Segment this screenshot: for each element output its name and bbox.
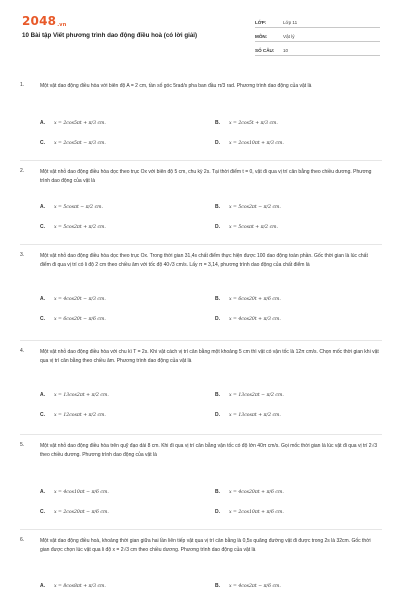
- option-letter: A.: [40, 120, 45, 126]
- option-letter: C.: [40, 140, 45, 146]
- option-value: x = 4cos2πt − π/6 cm.: [229, 584, 281, 589]
- page-title: 10 Bài tập Viết phương trình dao động điều hoà (có lời giải): [22, 32, 198, 39]
- option-value: x = 6cos20t − π/6 cm.: [54, 317, 106, 322]
- meta-row-subject: [255, 28, 380, 42]
- question-1: [20, 82, 382, 152]
- question-number: 1.: [20, 82, 25, 88]
- option-letter: B.: [215, 120, 220, 126]
- option-letter: A.: [40, 489, 45, 495]
- option-letter: C.: [40, 316, 45, 322]
- option-value: x = 2cos5πt + π/3 cm.: [54, 121, 106, 126]
- question-number: 3.: [20, 252, 25, 258]
- option-a[interactable]: [40, 392, 109, 398]
- question-divider: [20, 434, 382, 435]
- option-b[interactable]: [215, 392, 284, 398]
- option-letter: A.: [40, 296, 45, 302]
- meta-value: Lớp 11: [283, 20, 298, 25]
- question-divider: [20, 244, 382, 245]
- site-logo[interactable]: [22, 14, 66, 28]
- question-number: 6.: [20, 537, 25, 543]
- option-value: x = 2cos10πt + π/6 cm.: [229, 510, 284, 515]
- option-a[interactable]: [40, 120, 106, 126]
- option-value: x = 2cos5πt − π/3 cm.: [54, 141, 106, 146]
- option-value: x = 2cos5t + π/3 cm.: [229, 121, 278, 126]
- meta-value: 10: [283, 48, 289, 53]
- option-d[interactable]: [215, 412, 281, 418]
- option-letter: D.: [215, 412, 220, 418]
- logo-text: 2048: [22, 14, 57, 28]
- meta-label: LỚP:: [255, 20, 267, 25]
- option-d[interactable]: [215, 316, 281, 322]
- question-divider: [20, 160, 382, 161]
- option-c[interactable]: [40, 509, 109, 515]
- option-value: x = 4cos20t − π/3 cm.: [54, 297, 106, 302]
- option-c[interactable]: [40, 224, 106, 230]
- option-value: x = 8cos8πt + π/3 cm.: [54, 584, 106, 589]
- question-divider: [20, 340, 382, 341]
- option-b[interactable]: [215, 204, 281, 210]
- option-value: x = 2cos20πt − π/6 cm.: [54, 510, 109, 515]
- option-letter: D.: [215, 316, 220, 322]
- option-letter: A.: [40, 392, 45, 398]
- option-letter: D.: [215, 140, 220, 146]
- meta-label: SỐ CÂU:: [255, 48, 275, 53]
- meta-info: [255, 14, 380, 56]
- question-3: [20, 252, 382, 332]
- option-value: x = 4cos20πt + π/6 cm.: [229, 490, 284, 495]
- meta-row-count: [255, 42, 380, 56]
- option-a[interactable]: [40, 204, 103, 210]
- option-value: x = 13cos2πt + π/2 cm.: [54, 393, 109, 398]
- question-text: Một vật nhỏ dao động điều hòa dọc theo trục Ox với biên độ 5 cm, chu kỳ 2s. Tại thời điểm t = 0, vật đi qua vị trí cân bằng theo chiều dương. Phương trình dao động của vật là: [40, 169, 372, 184]
- question-4: [20, 348, 382, 428]
- option-value: x = 4cos20t + π/3 cm.: [229, 317, 281, 322]
- option-value: x = 5cosπt + π/2 cm.: [229, 225, 278, 230]
- option-c[interactable]: [40, 140, 106, 146]
- option-letter: C.: [40, 509, 45, 515]
- option-d[interactable]: [215, 140, 284, 146]
- option-letter: B.: [215, 583, 220, 589]
- question-text: Một vật dao động điều hòa với biên độ A = 2 cm, tần số góc 5rad/s pha ban đầu π/3 rad. Phương trình dao động của vật là: [40, 83, 312, 89]
- option-b[interactable]: [215, 583, 281, 589]
- option-value: x = 12cosπt + π/2 cm.: [54, 413, 106, 418]
- option-b[interactable]: [215, 489, 284, 495]
- option-a[interactable]: [40, 583, 106, 589]
- option-a[interactable]: [40, 489, 109, 495]
- option-value: x = 5cos2πt − π/2 cm.: [229, 205, 281, 210]
- option-value: x = 5cosπt − π/2 cm.: [54, 205, 103, 210]
- option-d[interactable]: [215, 509, 284, 515]
- question-text: Một vật nhỏ dao động điều hòa dọc theo trục Ox. Trong thời gian 31,4s chất điểm thực hiện được 100 dao động toàn phần. Gốc thời gian là lúc chất điểm đi qua vị trí có li độ 2 cm theo chiều âm với tốc độ 40√3 cm/s. Lấy π = 3,14, phương trình dao động của chất điểm là: [40, 253, 368, 268]
- option-value: x = 13cosπt + π/2 cm.: [229, 413, 281, 418]
- option-letter: D.: [215, 509, 220, 515]
- option-letter: B.: [215, 489, 220, 495]
- question-text: Một vật nhỏ dao động điều hòa với chu kì T = 2s. Khi vật cách vị trí cân bằng một khoảng 5 cm thì vật có vận tốc là 12π cm/s. Chọn mốc thời gian khi vật qua vị trí cân bằng theo chiều âm. Phương trình dao động của vật là: [40, 349, 379, 364]
- option-letter: D.: [215, 224, 220, 230]
- option-d[interactable]: [215, 224, 278, 230]
- document-header: [0, 0, 400, 66]
- question-divider: [20, 529, 382, 530]
- question-text: Một vật nhỏ dao động điều hòa trên quỹ đạo dài 8 cm. Khi đi qua vị trí cân bằng vận tốc có độ lớn 40π cm/s. Gọi mốc thời gian là lúc vật đi qua vị trí 2√3 theo chiều dương. Phương trình dao động của vật là: [40, 443, 378, 458]
- option-letter: B.: [215, 296, 220, 302]
- option-value: x = 5cos2πt + π/2 cm.: [54, 225, 106, 230]
- question-5: [20, 442, 382, 522]
- question-2: [20, 168, 382, 238]
- option-value: x = 4cos10πt − π/6 cm.: [54, 490, 109, 495]
- option-a[interactable]: [40, 296, 106, 302]
- meta-label: MÔN:: [255, 34, 268, 39]
- option-letter: A.: [40, 583, 45, 589]
- option-letter: A.: [40, 204, 45, 210]
- option-letter: B.: [215, 392, 220, 398]
- option-value: x = 13cos2πt − π/2 cm.: [229, 393, 284, 398]
- question-6: [20, 537, 382, 597]
- option-letter: B.: [215, 204, 220, 210]
- option-c[interactable]: [40, 316, 106, 322]
- question-text: Một vật dao động điều hoà, khoảng thời gian giữa hai lần liên tiếp vật qua vị trí cân bằng là 0,5s quãng đường vật đi được trong 2s là 32cm. Gốc thời gian được chọn lúc vật qua li độ x = 2√3 cm theo chiều dương. Phương trình dao động của vật là: [40, 538, 371, 553]
- question-number: 5.: [20, 442, 25, 448]
- option-c[interactable]: [40, 412, 106, 418]
- option-b[interactable]: [215, 120, 278, 126]
- question-number: 2.: [20, 168, 25, 174]
- option-letter: C.: [40, 412, 45, 418]
- option-value: x = 2cos10πt + π/3 cm.: [229, 141, 284, 146]
- logo-suffix: .vn: [57, 22, 67, 28]
- meta-row-class: [255, 14, 380, 28]
- question-number: 4.: [20, 348, 25, 354]
- option-value: x = 6cos20t + π/6 cm.: [229, 297, 281, 302]
- option-b[interactable]: [215, 296, 281, 302]
- meta-value: Vật lý: [283, 34, 295, 39]
- option-letter: C.: [40, 224, 45, 230]
